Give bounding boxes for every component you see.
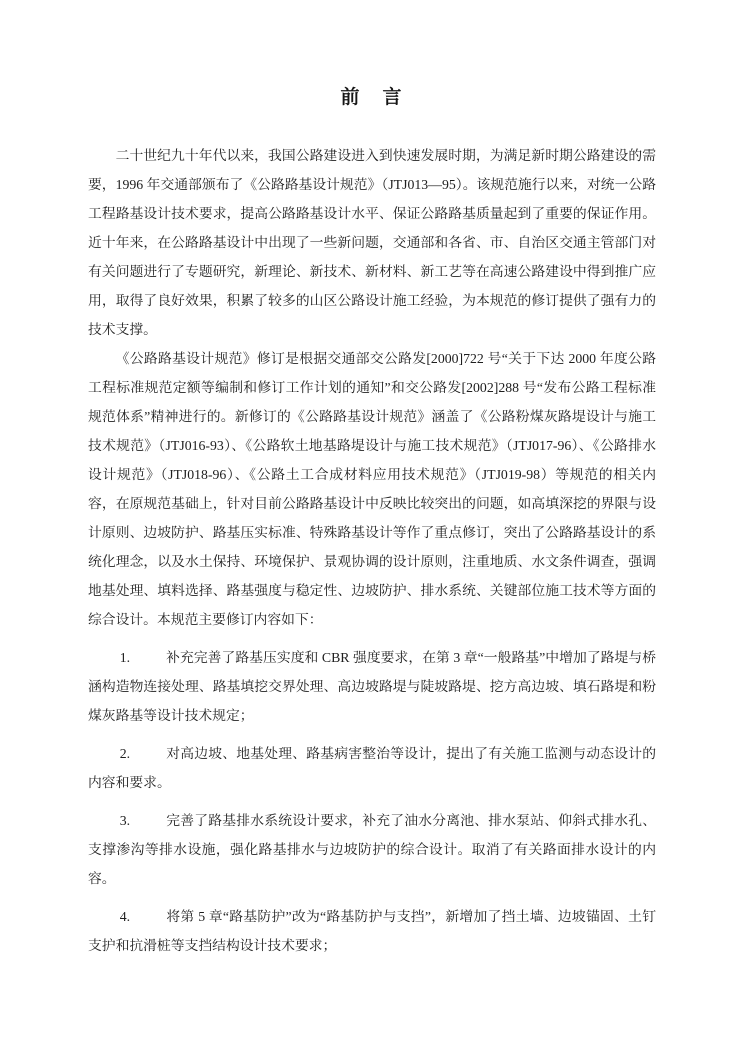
list-number: 2. xyxy=(119,746,131,761)
list-item-text: 完善了路基排水系统设计要求，补充了油水分离池、排水泵站、仰斜式排水孔、支撑渗沟等排水设施，强化路基排水与边坡防护的综合设计。取消了有关路面排水设计的内容。 xyxy=(88,813,656,886)
list-item xyxy=(88,643,656,730)
list-item xyxy=(88,902,656,960)
list-number: 1. xyxy=(119,650,131,665)
list-number: 3. xyxy=(119,813,131,828)
paragraph xyxy=(88,344,656,634)
list-item-text: 将第 5 章“路基防护”改为“路基防护与支挡”，新增加了挡土墙、边坡锚固、土钉支护和抗滑桩等支挡结构设计技术要求； xyxy=(88,909,656,953)
paragraph-text: 二十世纪九十年代以来，我国公路建设进入到快速发展时期，为满足新时期公路建设的需要，1996 年交通部颁布了《公路路基设计规范》（JTJ013—95）。该规范施行以来，对统一公路工程路基设计技术要求，提高公路路基设计水平、保证公路路基质量起到了重要的保证作用。近十年来，在公路路基设计中出现了一些新问题，交通部和各省、市、自治区交通主管部门对有关问题进行了专题研究，新理论、新技术、新材料、新工艺等在高速公路建设中得到推广应用，取得了良好效果，积累了较多的山区公路设计施工经验，为本规范的修订提供了强有力的技术支撑。 xyxy=(88,148,656,337)
paragraph xyxy=(88,141,656,344)
list-item-text: 补充完善了路基压实度和 CBR 强度要求，在第 3 章“一般路基”中增加了路堤与桥涵构造物连接处理、路基填挖交界处理、高边坡路堤与陡坡路堤、挖方高边坡、填石路堤和粉煤灰路基等设计技术规定； xyxy=(88,650,656,723)
list-item-text: 对高边坡、地基处理、路基病害整治等设计，提出了有关施工监测与动态设计的内容和要求。 xyxy=(88,746,656,790)
document-title: 前 言 xyxy=(340,87,404,108)
list-item xyxy=(88,739,656,797)
paragraph-text: 《公路路基设计规范》修订是根据交通部交公路发[2000]722 号“关于下达 2000 年度公路工程标准规范定额等编制和修订工作计划的通知”和交公路发[2002]288 号“发布公路工程标准规范体系”精神进行的。新修订的《公路路基设计规范》涵盖了《公路粉煤灰路堤设计与施工技术规范》（JTJ016-93）、《公路软土地基路堤设计与施工技术规范》（JTJ017-96）、《公路排水设计规范》（JTJ018-96）、《公路土工合成材料应用技术规范》（JTJ019-98）等规范的相关内容，在原规范基础上，针对目前公路路基设计中反映比较突出的问题，如高填深挖的界限与设计原则、边坡防护、路基压实标准、特殊路基设计等作了重点修订，突出了公路路基设计的系统化理念，以及水土保持、环境保护、景观协调的设计原则，注重地质、水文条件调查，强调地基处理、填料选择、路基强度与稳定性、边坡防护、排水系统、关键部位施工技术等方面的综合设计。本规范主要修订内容如下： xyxy=(88,351,656,627)
document-body xyxy=(88,141,656,960)
list-number: 4. xyxy=(119,909,131,924)
list-item xyxy=(88,806,656,893)
